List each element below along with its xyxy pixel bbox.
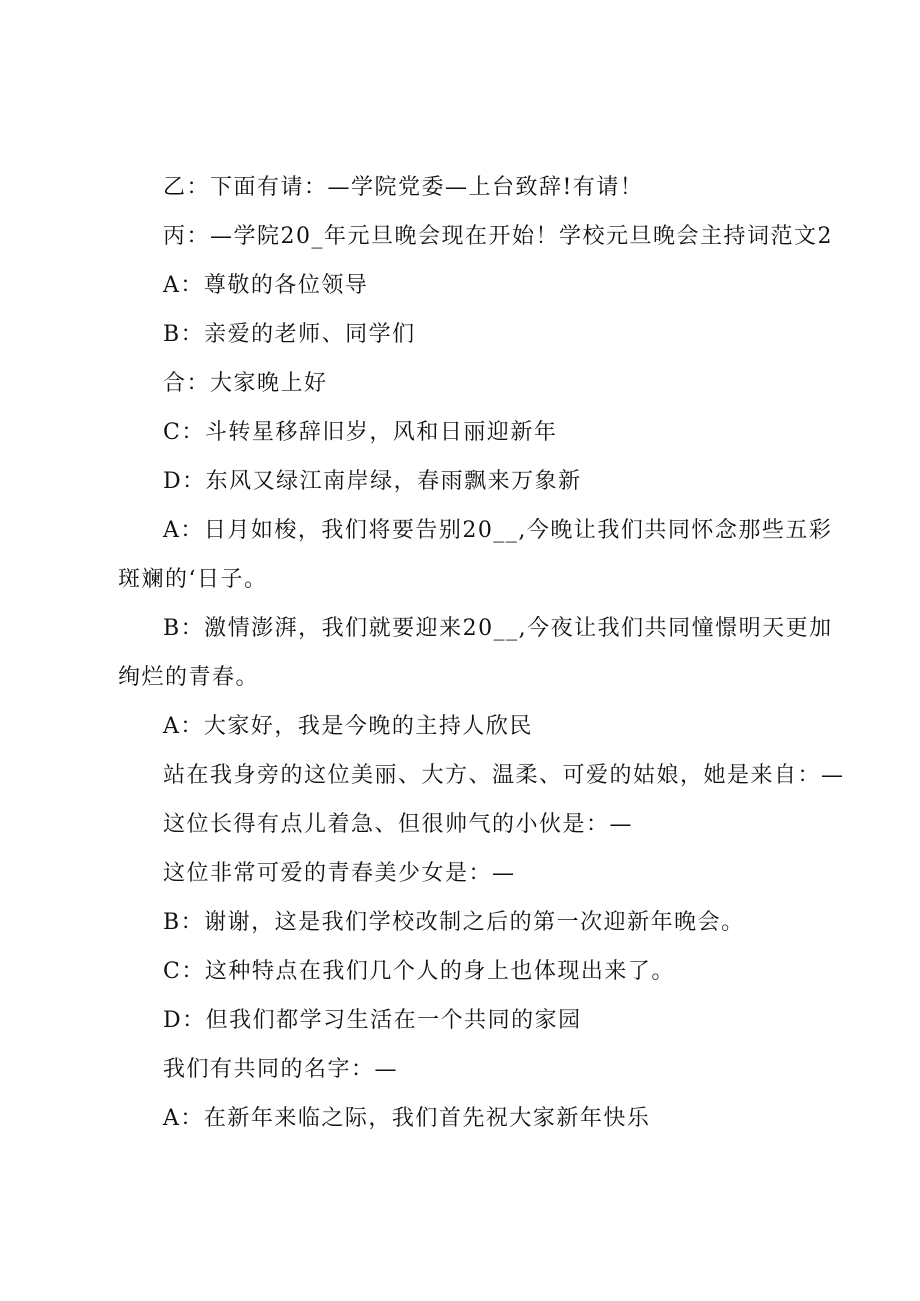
paragraph: 我们有共同的名字：—: [163, 1057, 399, 1082]
paragraph: B：激情澎湃，我们就要迎来20__,今夜让我们共同憧憬明天更加绚烂的青春。: [118, 616, 833, 690]
paragraph: A：尊敬的各位领导: [163, 273, 369, 298]
paragraph: A：在新年来临之际，我们首先祝大家新年快乐: [163, 1106, 651, 1131]
paragraph: 合：大家晚上好: [163, 371, 328, 396]
paragraph: D：但我们都学习生活在一个共同的家园: [163, 1008, 582, 1033]
paragraph: 站在我身旁的这位美丽、大方、温柔、可爱的姑娘，她是来自：—: [163, 763, 845, 788]
paragraph: B：谢谢，这是我们学校改制之后的第一次迎新年晚会。: [163, 910, 745, 935]
paragraph: A：日月如梭，我们将要告别20__,今晚让我们共同怀念那些五彩斑斓的‘日子。: [118, 518, 833, 592]
paragraph: D：东风又绿江南岸绿，春雨飘来万象新: [163, 469, 582, 494]
paragraph: C：斗转星移辞旧岁，风和日丽迎新年: [163, 420, 558, 445]
paragraph: 乙：下面有请：—学院党委—上台致辞!有请！: [163, 175, 644, 200]
paragraph: 丙：—学院20_年元旦晚会现在开始！学校元旦晚会主持词范文2: [163, 224, 833, 249]
paragraph: C：这种特点在我们几个人的身上也体现出来了。: [163, 959, 675, 984]
paragraph: 这位长得有点儿着急、但很帅气的小伙是：—: [163, 812, 634, 837]
paragraph: A：大家好，我是今晚的主持人欣民: [163, 714, 533, 739]
paragraph: 这位非常可爱的青春美少女是：—: [163, 861, 516, 886]
paragraph: B：亲爱的老师、同学们: [163, 322, 416, 347]
